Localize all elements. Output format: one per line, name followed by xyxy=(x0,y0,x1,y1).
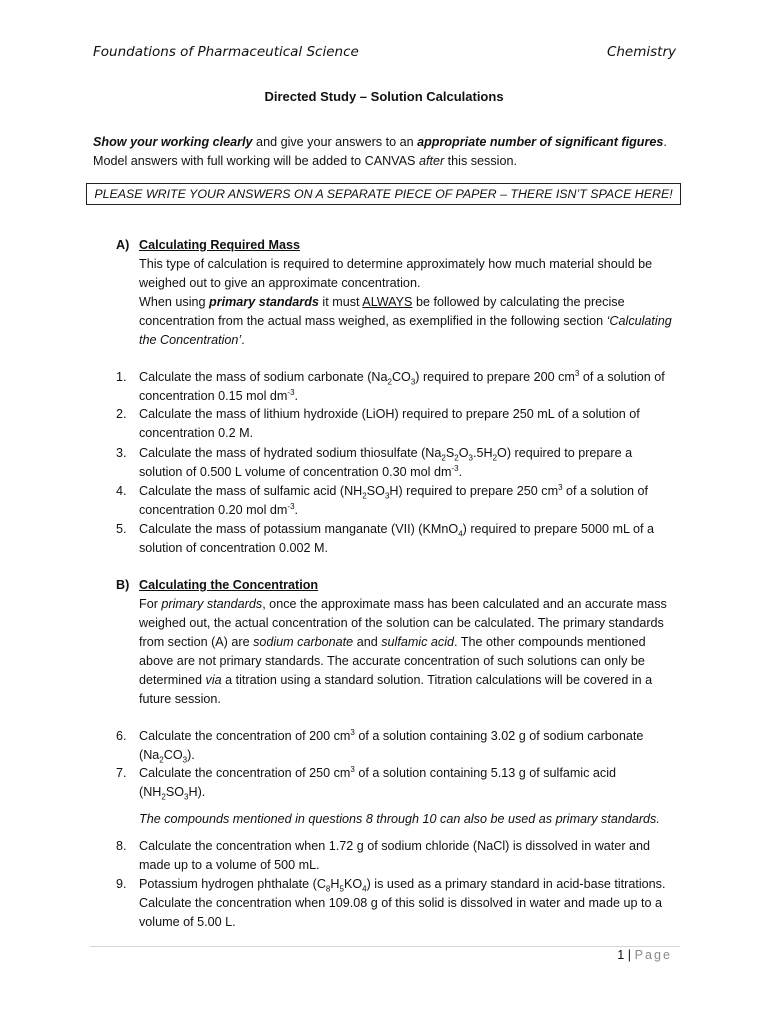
section-a-p2-always: ALWAYS xyxy=(362,295,413,309)
question-number: 2. xyxy=(116,407,127,421)
intro-paragraph xyxy=(93,133,693,171)
intro-italic-after: after xyxy=(418,154,445,168)
primary-standards-note: The compounds mentioned in questions 8 through 10 can also be used as primary standards. xyxy=(139,812,660,826)
page-number-separator: | xyxy=(624,948,635,962)
question-text: Calculate the mass of sodium carbonate $(Na_2CO_3)$ required to prepare 200 $cm^3$ of a solution of concentration 0.15 mol $dm^{-3}$. xyxy=(139,368,665,403)
question-text: Calculate the concentration when 1.72 g of sodium chloride (NaCl) is dissolved in water and made up to a volume of 500 mL. xyxy=(139,839,651,872)
section-a-p2-text: When using xyxy=(139,295,210,309)
question-number: 5. xyxy=(116,522,127,536)
question-7 xyxy=(116,764,676,802)
question-text: Potassium hydrogen phthalate $(C_8H_5KO_4)$ is used as a primary standard in acid-base titrations. Calculate the concentration when 109.08 g of this solid is dissolved in water and made up to a volume of 5.00 L. xyxy=(139,877,666,929)
intro-text-1: and give your answers to an xyxy=(252,135,418,149)
section-a-heading xyxy=(116,236,676,255)
intro-text-4: this session. xyxy=(444,154,517,168)
footer-divider xyxy=(90,946,680,947)
answer-notice-box: PLEASE WRITE YOUR ANSWERS ON A SEPARATE PIECE OF PAPER – THERE ISN’T SPACE HERE! xyxy=(86,183,681,205)
page-number xyxy=(617,948,672,962)
question-8 xyxy=(116,837,676,875)
section-a-paragraph-1: This type of calculation is required to determine approximately how much material should be weighed out to give an approximate concentration. xyxy=(139,257,653,290)
section-a-p2-text: . xyxy=(241,333,245,347)
question-number: 8. xyxy=(116,839,127,853)
section-a-p2-text: it must xyxy=(318,295,363,309)
section-a-p2-section-ref: ‘Calculating the Concentration’ xyxy=(139,314,672,347)
question-number: 9. xyxy=(116,877,127,891)
question-number: 7. xyxy=(116,766,127,780)
question-text: Calculate the mass of lithium hydroxide (LiOH) required to prepare 250 mL of a solution of concentration 0.2 M. xyxy=(139,407,640,440)
page-label: Page xyxy=(634,948,672,962)
intro-text-2: . xyxy=(663,135,667,149)
question-9 xyxy=(116,875,676,932)
intro-bold-1: Show your working clearly xyxy=(93,135,253,149)
question-number: 3. xyxy=(116,446,127,460)
question-text: Calculate the concentration of 200 $cm^3$ of a solution containing 3.02 g of sodium carbonate $(Na_2CO_3)$. xyxy=(139,727,644,765)
question-text: Calculate the mass of potassium manganate (VII) (KMnO$_4$) required to prepare 5000 mL of a solution of concentration 0.002 M. xyxy=(139,522,654,555)
section-a-title: Calculating Required Mass xyxy=(139,238,300,252)
question-3 xyxy=(116,444,676,482)
question-number: 6. xyxy=(116,729,127,743)
question-number: 1. xyxy=(116,370,127,384)
section-a-p2-primary-standards: primary standards xyxy=(209,295,319,309)
section-b-letter: B) xyxy=(116,578,130,592)
section-a-p2-text: be followed by calculating the precise concentration from the actual mass weighed, as exemplified in the following section xyxy=(139,295,625,328)
section-a-letter: A) xyxy=(116,238,130,252)
intro-text-3: Model answers with full working will be added to CANVAS xyxy=(93,154,419,168)
question-4 xyxy=(116,482,676,520)
header-course-title: Foundations of Pharmaceutical Science xyxy=(93,44,359,60)
question-text: Calculate the mass of hydrated sodium thiosulfate $(Na_2S_2O_3.5H_2O)$ required to prepare a solution of 0.500 L volume of concentration 0.30 mol $dm^{-3}$. xyxy=(139,446,633,479)
question-text: Calculate the concentration of 250 $cm^3$ of a solution containing 5.13 g of sulfamic acid $(NH_2SO_3H)$. xyxy=(139,764,617,802)
question-5 xyxy=(116,520,676,558)
question-text: Calculate the mass of sulfamic acid $(NH_2SO_3H)$ required to prepare 250 $cm^3$ of a solution of concentration 0.20 mol $dm^{-3}$. xyxy=(139,482,648,517)
section-b-paragraph: For primary standards, once the approximate mass has been calculated and an accurate mass weighed out, the actual concentration of the solution can be calculated. The primary standards from section (A) are sodium carbonate and sulfamic acid. The other compounds mentioned above are not primary standards. The accurate concentration of such solutions can only be determined via a titration using a standard solution. Titration calculations will be covered in a future session. xyxy=(139,597,667,706)
intro-bold-2: appropriate number of significant figures xyxy=(417,135,664,149)
question-number: 4. xyxy=(116,484,127,498)
header-subject: Chemistry xyxy=(606,44,676,60)
question-1 xyxy=(116,368,676,406)
section-b-title: Calculating the Concentration xyxy=(139,578,319,592)
section-a-paragraph-2 xyxy=(139,293,674,350)
page-number-value: 1 xyxy=(617,948,625,962)
section-b-heading xyxy=(116,576,676,595)
page-title: Directed Study – Solution Calculations xyxy=(264,89,504,104)
question-6 xyxy=(116,727,676,765)
question-2 xyxy=(116,405,676,443)
